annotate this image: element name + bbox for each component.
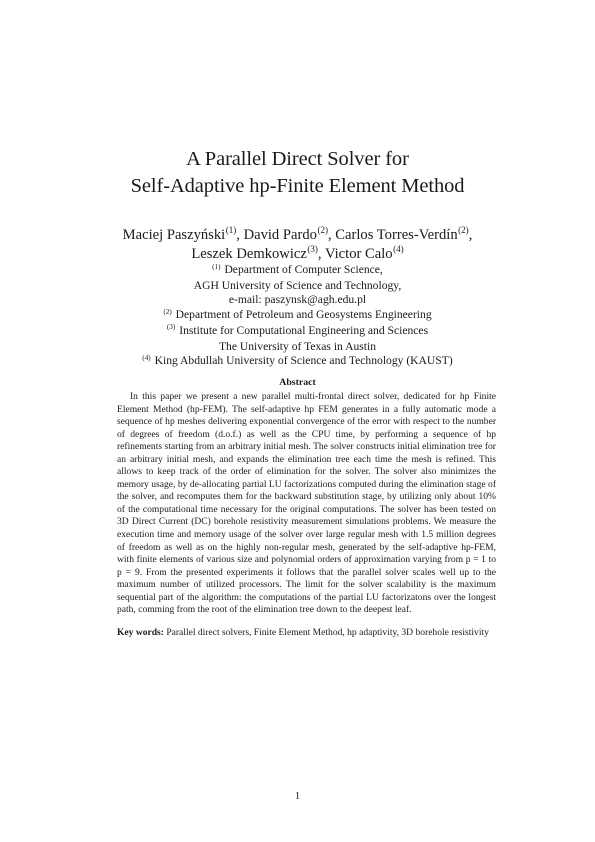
title-line-2: Self-Adaptive hp-Finite Element Method (130, 175, 465, 197)
affiliation-1-line-2: AGH University of Science and Technology, (193, 278, 402, 292)
author-affiliation-mark: (3) (307, 244, 318, 255)
paper-title (0, 146, 595, 200)
keywords (117, 627, 496, 640)
author-separator: , (468, 227, 473, 243)
affiliation-text: King Abdullah University of Science and Technology (KAUST) (154, 354, 453, 368)
keywords-text: Parallel direct solvers, Finite Element Method, hp adaptivity, 3D borehole resistivity (166, 627, 489, 638)
affiliation-mark: (2) (163, 307, 172, 316)
author-affiliation-mark: (4) (393, 244, 404, 255)
author-name: David Pardo (243, 227, 317, 243)
affiliation-text: Department of Computer Science, (224, 263, 383, 276)
abstract-heading: Abstract (279, 377, 316, 388)
affiliation-mark: (4) (142, 353, 151, 362)
author-name: Victor Calo (324, 246, 393, 262)
abstract-body: In this paper we present a new parallel multi-frontal direct solver, dedicated for hp Finite Element Method (hp-FEM). The self-adaptive hp FEM generates in a fully automatic mode a sequence of hp meshes delivering exponential convergence of the error with respect to the number of degrees of freedom (d.o.f.) as well as the CPU time, by performing a sequence of hp refinements starting from an arbitrary initial mesh. The solver constructs initial elimination tree for an arbitrary initial mesh, and expands the elimination tree each time the mesh is refined. This allows to keep track of the order of elimination for the solver. The solver also minimizes the memory usage, by de-allocating partial LU factorizations computed during the elimination stage of the solver, and recomputes them for the backward substitution stage, by utilizing only about 10% of the computational time necessary for the original computations. The solver has been tested on 3D Direct Current (DC) borehole resistivity measurement simulations problems. We measure the execution time and memory usage of the solver over large regular mesh with 1.5 million degrees of freedom as well as on the highly non-regular mesh, generated by the self-adaptive hp-FEM, with finite elements of various size and polynomial orders of approximation varying from p = 1 to p = 9. From the presented experiments it follows that the parallel solver scales well up to the maximum number of utilized processors. The limit for the solver scalability is the maximum sequential part of the algorithm: the computations of the partial LU factorizatons over the longest path, comming from the root of the elimination tree down to the deepest leaf. (117, 391, 496, 616)
author-separator: , (328, 227, 336, 243)
affiliation-mark: (3) (166, 323, 176, 332)
affiliation-mark: (1) (212, 262, 221, 271)
author-separator: , (236, 227, 244, 243)
title-line-1: A Parallel Direct Solver for (186, 148, 409, 170)
affiliation-text: Department of Petroleum and Geosystems Engineering (175, 308, 432, 322)
affiliation-1-line-1 (0, 263, 595, 279)
keywords-label: Key words: (117, 627, 164, 638)
affiliation-text: Institute for Computational Engineering and Sciences (179, 323, 429, 337)
author-list (0, 226, 595, 264)
author-name: Carlos Torres-Verdín (335, 227, 458, 243)
author-name: Leszek Demkowicz (191, 246, 307, 262)
affiliation-2 (0, 308, 595, 324)
affiliation-email: e-mail: paszynsk@agh.edu.pl (228, 293, 367, 307)
affiliation-3-line-1 (0, 324, 595, 340)
affiliations (0, 263, 595, 370)
author-separator: , (317, 246, 325, 262)
author-name: Maciej Paszyński (122, 227, 226, 243)
author-affiliation-mark: (1) (225, 225, 237, 236)
author-line-2 (0, 245, 595, 264)
author-line-1 (0, 226, 595, 245)
author-affiliation-mark: (2) (458, 225, 469, 236)
author-affiliation-mark: (2) (317, 225, 328, 236)
affiliation-3-line-2: The University of Texas in Austin (218, 339, 377, 353)
affiliation-4 (0, 354, 595, 370)
page-number: 1 (294, 791, 301, 802)
